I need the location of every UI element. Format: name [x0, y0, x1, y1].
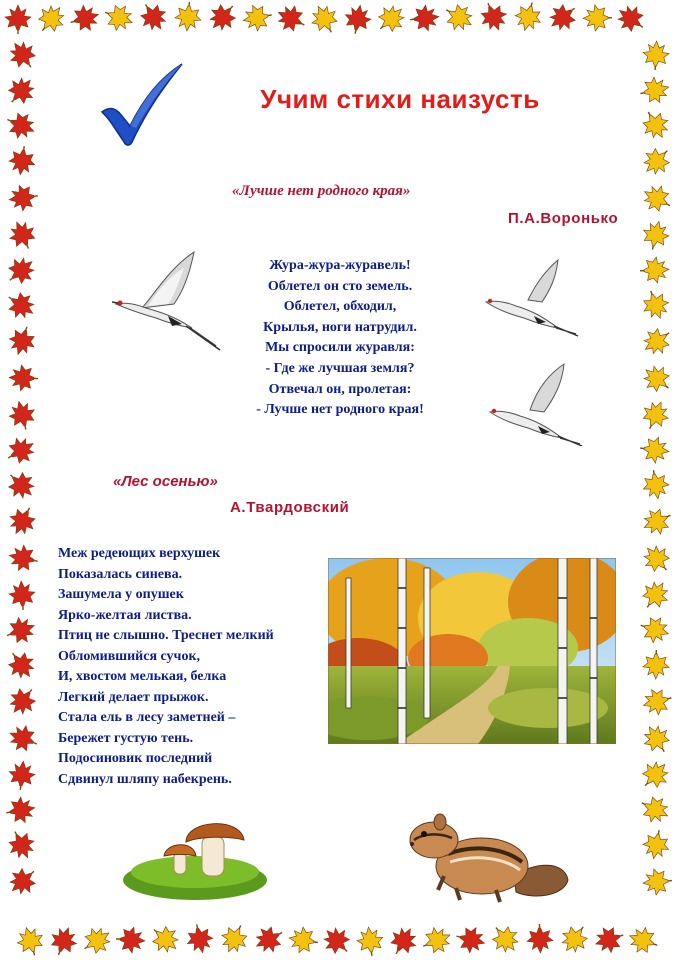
maple-leaf-icon	[385, 922, 422, 960]
maple-leaf-icon	[318, 922, 357, 960]
poem1-line: Облетел он сто земель.	[267, 278, 413, 294]
maple-leaf-icon	[440, 0, 478, 36]
poem1-line: - Лучше нет родного края!	[256, 402, 424, 418]
mushrooms-image	[120, 808, 270, 900]
maple-leaf-icon	[526, 924, 553, 954]
poem2-line: И, хвостом мелькая, белка	[58, 669, 227, 684]
maple-leaf-icon	[145, 920, 184, 959]
maple-leaf-icon	[556, 919, 594, 958]
poem2-line: Ярко-желтая листва.	[58, 607, 192, 623]
maple-leaf-icon	[640, 218, 672, 252]
maple-leaf-icon	[642, 868, 673, 896]
poem2-text	[58, 544, 358, 790]
maple-leaf-icon	[9, 365, 39, 392]
poem1-line: Облетел, обходил,	[283, 299, 397, 315]
maple-leaf-icon	[371, 0, 410, 38]
maple-leaf-icon	[1, 286, 40, 324]
maple-leaf-icon	[641, 468, 671, 501]
maple-leaf-icon	[6, 323, 40, 359]
crane-left-image	[112, 246, 222, 354]
maple-leaf-icon	[4, 862, 43, 901]
maple-leaf-icon	[639, 503, 676, 539]
maple-leaf-icon	[637, 74, 671, 106]
maple-leaf-icon	[2, 108, 39, 144]
maple-leaf-icon	[638, 360, 677, 398]
poem2-line: Зашумела у опушек	[58, 587, 184, 602]
maple-leaf-icon	[46, 923, 80, 959]
maple-leaf-icon	[409, 4, 441, 33]
maple-leaf-icon	[8, 580, 36, 611]
poem1-line: - Где же лучшая земля?	[265, 360, 415, 376]
poem1-author: П.А.Воронько	[508, 210, 619, 227]
maple-leaf-icon	[204, 0, 243, 36]
maple-leaf-icon	[642, 40, 669, 70]
maple-leaf-icon	[638, 322, 677, 360]
maple-leaf-icon	[512, 0, 545, 34]
poem1-line: Жура-жура-журавель!	[269, 258, 411, 273]
maple-leaf-icon	[1, 252, 40, 291]
maple-leaf-icon	[637, 613, 672, 646]
poem2-line: Сдвинул шляпу набекрень.	[58, 771, 232, 787]
maple-leaf-icon	[4, 502, 41, 540]
maple-leaf-icon	[14, 924, 47, 959]
maple-leaf-icon	[638, 180, 676, 217]
maple-leaf-icon	[7, 144, 37, 176]
maple-leaf-icon	[241, 2, 274, 33]
poem2-line: Птиц не слышно. Треснет мелкий	[58, 628, 274, 643]
maple-leaf-icon	[1, 466, 40, 505]
crane-top-right-image	[484, 258, 580, 338]
maple-leaf-icon	[5, 217, 41, 254]
maple-leaf-icon	[134, 0, 171, 36]
poem2-line: Показалась синева.	[58, 566, 183, 582]
maple-leaf-icon	[643, 650, 670, 679]
maple-leaf-icon	[115, 926, 146, 954]
maple-leaf-icon	[287, 925, 320, 955]
autumn-forest-painting	[328, 558, 616, 744]
poem2-author: А.Твардовский	[230, 499, 350, 516]
maple-leaf-icon	[250, 921, 288, 958]
maple-leaf-icon	[636, 791, 674, 827]
maple-leaf-icon	[625, 923, 661, 957]
poem2-line: Меж редеющих верхушек	[58, 546, 221, 561]
maple-leaf-icon	[592, 923, 628, 957]
checkmark-icon	[96, 60, 188, 146]
poem2-line: Бережет густую тень.	[58, 730, 194, 746]
maple-leaf-icon	[418, 923, 455, 958]
maple-leaf-icon	[4, 795, 37, 826]
maple-leaf-icon	[583, 5, 612, 32]
maple-leaf-icon	[4, 681, 42, 720]
maple-leaf-icon	[4, 36, 42, 75]
poem1-line: Крылья, ноги натрудил.	[263, 319, 417, 335]
poem2-line: Обломившийся сучок,	[58, 648, 201, 664]
maple-leaf-icon	[641, 828, 672, 861]
maple-leaf-icon	[184, 922, 215, 956]
maple-leaf-icon	[100, 0, 136, 35]
maple-leaf-icon	[453, 924, 487, 956]
poem1-line: Отвечал он, пролетая:	[268, 381, 412, 397]
poem2-title: «Лес осенью»	[113, 473, 218, 490]
maple-leaf-icon	[174, 1, 202, 32]
maple-leaf-icon	[7, 543, 41, 574]
poem1-line: Мы спросили журавля:	[265, 340, 415, 356]
maple-leaf-icon	[7, 760, 36, 792]
poem2-line: Стала ель в лесу заметней –	[58, 710, 236, 725]
maple-leaf-icon	[638, 287, 672, 323]
maple-leaf-icon	[636, 756, 675, 795]
maple-leaf-icon	[2, 72, 41, 111]
maple-leaf-icon	[3, 613, 39, 647]
crane-bottom-right-image	[488, 362, 584, 446]
maple-leaf-icon	[638, 720, 675, 758]
page-title: Учим стихи наизусть	[260, 84, 540, 114]
maple-leaf-icon	[637, 106, 674, 144]
maple-leaf-icon	[342, 3, 373, 36]
maple-leaf-icon	[640, 685, 675, 718]
maple-leaf-icon	[544, 0, 583, 36]
maple-leaf-icon	[67, 2, 102, 35]
maple-leaf-icon	[636, 576, 674, 614]
maple-leaf-icon	[5, 5, 31, 34]
maple-leaf-icon	[5, 721, 42, 756]
maple-leaf-icon	[32, 0, 70, 39]
maple-leaf-icon	[638, 141, 677, 180]
maple-leaf-icon	[638, 397, 673, 434]
maple-leaf-icon	[2, 645, 40, 684]
maple-leaf-icon	[217, 920, 253, 957]
maple-leaf-icon	[78, 922, 116, 960]
maple-leaf-icon	[273, 1, 310, 37]
maple-leaf-icon	[2, 432, 40, 469]
maple-leaf-icon	[7, 183, 39, 213]
chipmunk-image	[404, 796, 570, 906]
maple-leaf-icon	[3, 826, 39, 863]
poem2-line: Подосиновик последний	[58, 751, 213, 766]
maple-leaf-icon	[6, 398, 38, 432]
poem1-title: «Лучше нет родного края»	[232, 183, 411, 199]
maple-leaf-icon	[307, 1, 343, 39]
maple-leaf-icon	[476, 0, 511, 35]
maple-leaf-icon	[612, 0, 651, 38]
maple-leaf-icon	[639, 256, 669, 283]
poem1-text	[200, 256, 480, 421]
poem2-line: Легкий делает прыжок.	[58, 689, 209, 705]
maple-leaf-icon	[356, 926, 385, 958]
maple-leaf-icon	[639, 435, 671, 464]
maple-leaf-icon	[486, 919, 524, 958]
maple-leaf-icon	[638, 540, 677, 579]
